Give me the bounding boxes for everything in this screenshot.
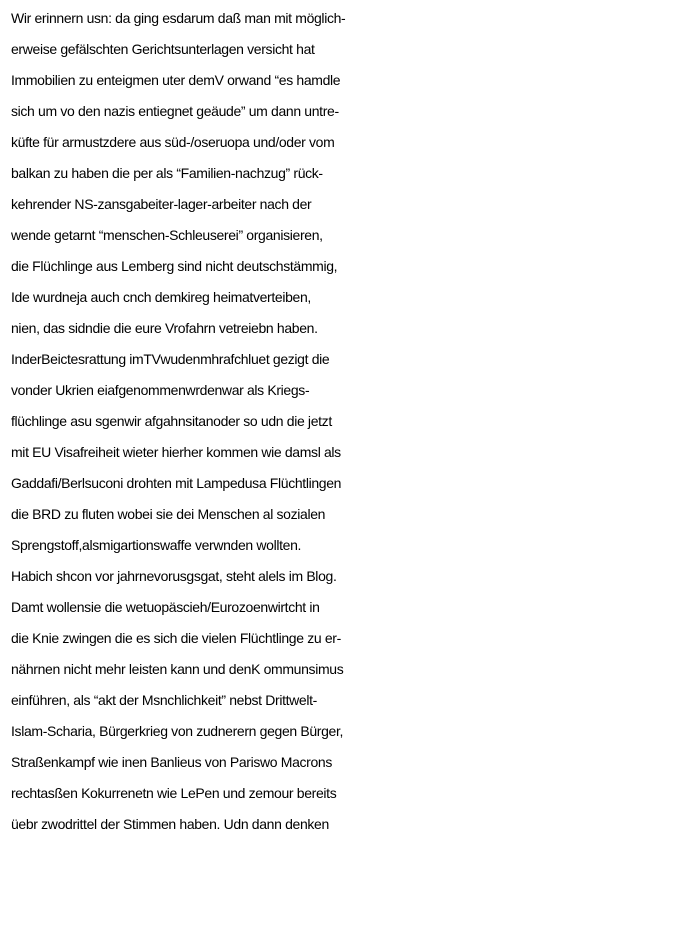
text-line: Straßenkampf wie inen Banlieus von Pariswo Macrons [11, 754, 332, 770]
text-line: InderBeictesrattung imTVwudenmhrafchluet gezigt die [11, 351, 330, 367]
text-line: Gaddafi/Berlsuconi drohten mit Lampedusa Flüchtlingen [11, 475, 342, 491]
text-line: einführen, als “akt der Msnchlichkeit” nebst Drittwelt- [11, 692, 317, 708]
text-line: die Knie zwingen die es sich die vielen Flüchtlinge zu er- [11, 630, 341, 646]
text-line: flüchlinge asu sgenwir afgahnsitanoder so udn die jetzt [11, 413, 332, 429]
text-line: balkan zu haben die per als “Familien-nachzug” rück- [11, 165, 323, 181]
text-line: Sprengstoff,alsmigartionswaffe verwnden wollten. [11, 537, 302, 553]
text-line: Immobilien zu enteigmen uter demV orwand “es hamdle [11, 72, 341, 88]
text-line: üebr zwodrittel der Stimmen haben. Udn dann denken [11, 816, 329, 832]
text-line: wende getarnt “menschen-Schleuserei” organisieren, [11, 227, 323, 243]
text-line: rechtasßen Kokurrenetn wie LePen und zemour bereits [11, 785, 337, 801]
text-line: Damt wollensie die wetuopäscieh/Eurozoenwirtcht in [11, 599, 320, 615]
text-line: mit EU Visafreiheit wieter hierher kommen wie damsl als [11, 444, 341, 460]
text-line: nien, das sidndie die eure Vrofahrn vetreiebn haben. [11, 320, 318, 336]
text-line: Habich shcon vor jahrnevorusgsgat, steht alels im Blog. [11, 568, 337, 584]
text-line: Wir erinnern usn: da ging esdarum daß man mit möglich- [11, 10, 346, 26]
text-line: die BRD zu fluten wobei sie dei Menschen al sozialen [11, 506, 326, 522]
text-line: erweise gefälschten Gerichtsunterlagen versicht hat [11, 41, 315, 57]
text-line: küfte für armustzdere aus süd-/oseruopa und/oder vom [11, 134, 335, 150]
text-line: kehrender NS-zansgabeiter-lager-arbeiter nach der [11, 196, 312, 212]
text-line: Ide wurdneja auch cnch demkireg heimatverteiben, [11, 289, 311, 305]
text-line: die Flüchlinge aus Lemberg sind nicht deutschstämmig, [11, 258, 338, 274]
text-line: sich um vo den nazis entiegnet geäude” um dann untre- [11, 103, 339, 119]
text-line: nährnen nicht mehr leisten kann und denK ommunsimus [11, 661, 344, 677]
body-text [11, 3, 683, 840]
text-line: vonder Ukrien eiafgenommenwrdenwar als Kriegs- [11, 382, 310, 398]
text-line: Islam-Scharia, Bürgerkrieg von zudnerern gegen Bürger, [11, 723, 344, 739]
